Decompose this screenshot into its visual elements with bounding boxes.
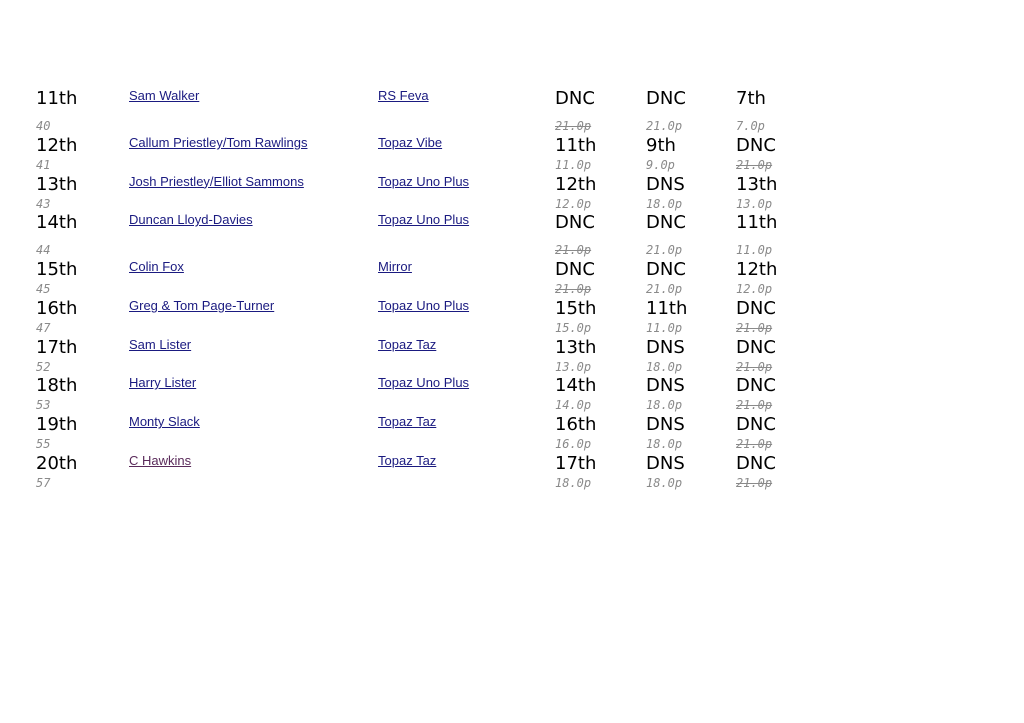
boat-link[interactable]: Topaz Uno Plus	[378, 173, 470, 189]
race-1-points: 21.0p	[555, 243, 592, 258]
race-2-points: 18.0p	[646, 359, 683, 374]
race-2-place: DNS	[646, 336, 685, 358]
boat-link[interactable]: Topaz Uno Plus	[378, 375, 470, 391]
helm-link[interactable]: Greg & Tom Page-Turner	[129, 298, 275, 314]
race-1-place: DNC	[555, 212, 595, 234]
boat-link[interactable]: RS Feva	[378, 88, 429, 103]
boat-link[interactable]: Topaz Taz	[378, 336, 437, 352]
race-3-place: DNC	[736, 298, 776, 320]
boat-link[interactable]: Topaz Uno Plus	[378, 298, 470, 314]
helm-link[interactable]: Colin Fox	[129, 259, 184, 275]
result-row	[36, 259, 836, 298]
race-1-points: 11.0p	[555, 158, 592, 172]
race-3-place: 12th	[736, 259, 778, 281]
race-2-place: DNS	[646, 173, 685, 195]
race-1-place: 11th	[555, 135, 597, 156]
net-points: 57	[36, 475, 51, 490]
race-2-place: DNC	[646, 259, 686, 281]
position: 13th	[36, 173, 78, 195]
net-points: 41	[36, 158, 51, 172]
race-1-place: 14th	[555, 375, 597, 397]
result-row	[36, 88, 836, 135]
result-row	[36, 337, 836, 376]
race-2-place: 11th	[646, 298, 688, 320]
race-1-points: 21.0p	[555, 282, 592, 297]
helm-link[interactable]: C Hawkins	[129, 452, 192, 468]
race-1-points: 18.0p	[555, 475, 592, 490]
race-3-points: 21.0p	[736, 475, 773, 490]
result-row	[36, 174, 836, 213]
race-2-place: DNS	[646, 452, 685, 474]
race-2-points: 18.0p	[646, 398, 683, 413]
race-1-place: 13th	[555, 336, 597, 358]
position: 14th	[36, 212, 78, 234]
race-1-points: 21.0p	[555, 119, 592, 133]
boat-link[interactable]: Topaz Taz	[378, 414, 437, 430]
race-3-points: 21.0p	[736, 398, 773, 413]
position: 20th	[36, 452, 78, 474]
race-3-points: 21.0p	[736, 359, 773, 374]
helm-link[interactable]: Harry Lister	[129, 375, 197, 391]
race-2-place: DNS	[646, 414, 685, 436]
race-3-place: 11th	[736, 212, 778, 234]
result-row	[36, 212, 836, 259]
position: 17th	[36, 336, 78, 358]
helm-link[interactable]: Callum Priestley/Tom Rawlings	[129, 135, 308, 150]
net-points: 44	[36, 243, 51, 258]
race-3-place: DNC	[736, 375, 776, 397]
result-row	[36, 298, 836, 337]
race-2-points: 18.0p	[646, 475, 683, 490]
race-3-points: 12.0p	[736, 282, 773, 297]
race-3-points: 21.0p	[736, 321, 773, 336]
race-2-points: 18.0p	[646, 437, 683, 452]
position: 11th	[36, 88, 78, 109]
position: 12th	[36, 135, 78, 156]
result-row	[36, 375, 836, 414]
boat-link[interactable]: Topaz Taz	[378, 452, 437, 468]
race-1-place: 15th	[555, 298, 597, 320]
net-points: 53	[36, 398, 51, 413]
race-1-place: DNC	[555, 88, 595, 109]
result-row	[36, 453, 836, 492]
results-table	[36, 88, 836, 492]
race-3-points: 21.0p	[736, 437, 773, 452]
net-points: 45	[36, 282, 51, 297]
race-2-place: 9th	[646, 135, 676, 156]
race-1-points: 13.0p	[555, 359, 592, 374]
boat-link[interactable]: Topaz Vibe	[378, 135, 443, 150]
race-3-points: 11.0p	[736, 243, 773, 258]
race-1-place: 16th	[555, 414, 597, 436]
helm-link[interactable]: Sam Walker	[129, 88, 200, 103]
boat-link[interactable]: Topaz Uno Plus	[378, 212, 470, 228]
race-3-place: 13th	[736, 173, 778, 195]
race-1-points: 16.0p	[555, 437, 592, 452]
boat-link[interactable]: Mirror	[378, 259, 412, 275]
net-points: 52	[36, 359, 51, 374]
race-2-points: 21.0p	[646, 119, 683, 133]
race-1-place: 12th	[555, 173, 597, 195]
net-points: 55	[36, 437, 51, 452]
race-2-points: 21.0p	[646, 282, 683, 297]
helm-link[interactable]: Monty Slack	[129, 414, 200, 430]
race-2-points: 9.0p	[646, 158, 675, 172]
race-3-place: DNC	[736, 414, 776, 436]
helm-link[interactable]: Duncan Lloyd-Davies	[129, 212, 253, 228]
race-2-place: DNC	[646, 88, 686, 109]
race-1-place: DNC	[555, 259, 595, 281]
position: 18th	[36, 375, 78, 397]
race-3-place: DNC	[736, 452, 776, 474]
result-row	[36, 414, 836, 453]
race-3-points: 13.0p	[736, 196, 773, 211]
net-points: 43	[36, 196, 51, 211]
race-2-place: DNS	[646, 375, 685, 397]
net-points: 47	[36, 321, 51, 336]
result-row	[36, 135, 836, 174]
race-1-points: 14.0p	[555, 398, 592, 413]
race-2-place: DNC	[646, 212, 686, 234]
helm-link[interactable]: Josh Priestley/Elliot Sammons	[129, 173, 304, 189]
race-2-points: 18.0p	[646, 196, 683, 211]
race-3-place: 7th	[736, 88, 766, 109]
race-3-points: 21.0p	[736, 158, 773, 172]
helm-link[interactable]: Sam Lister	[129, 336, 192, 352]
race-1-place: 17th	[555, 452, 597, 474]
position: 15th	[36, 259, 78, 281]
position: 16th	[36, 298, 78, 320]
race-3-points: 7.0p	[736, 119, 765, 133]
race-2-points: 21.0p	[646, 243, 683, 258]
race-1-points: 15.0p	[555, 321, 592, 336]
race-1-points: 12.0p	[555, 196, 592, 211]
position: 19th	[36, 414, 78, 436]
race-3-place: DNC	[736, 336, 776, 358]
race-3-place: DNC	[736, 135, 776, 156]
race-2-points: 11.0p	[646, 321, 683, 336]
net-points: 40	[36, 119, 51, 133]
